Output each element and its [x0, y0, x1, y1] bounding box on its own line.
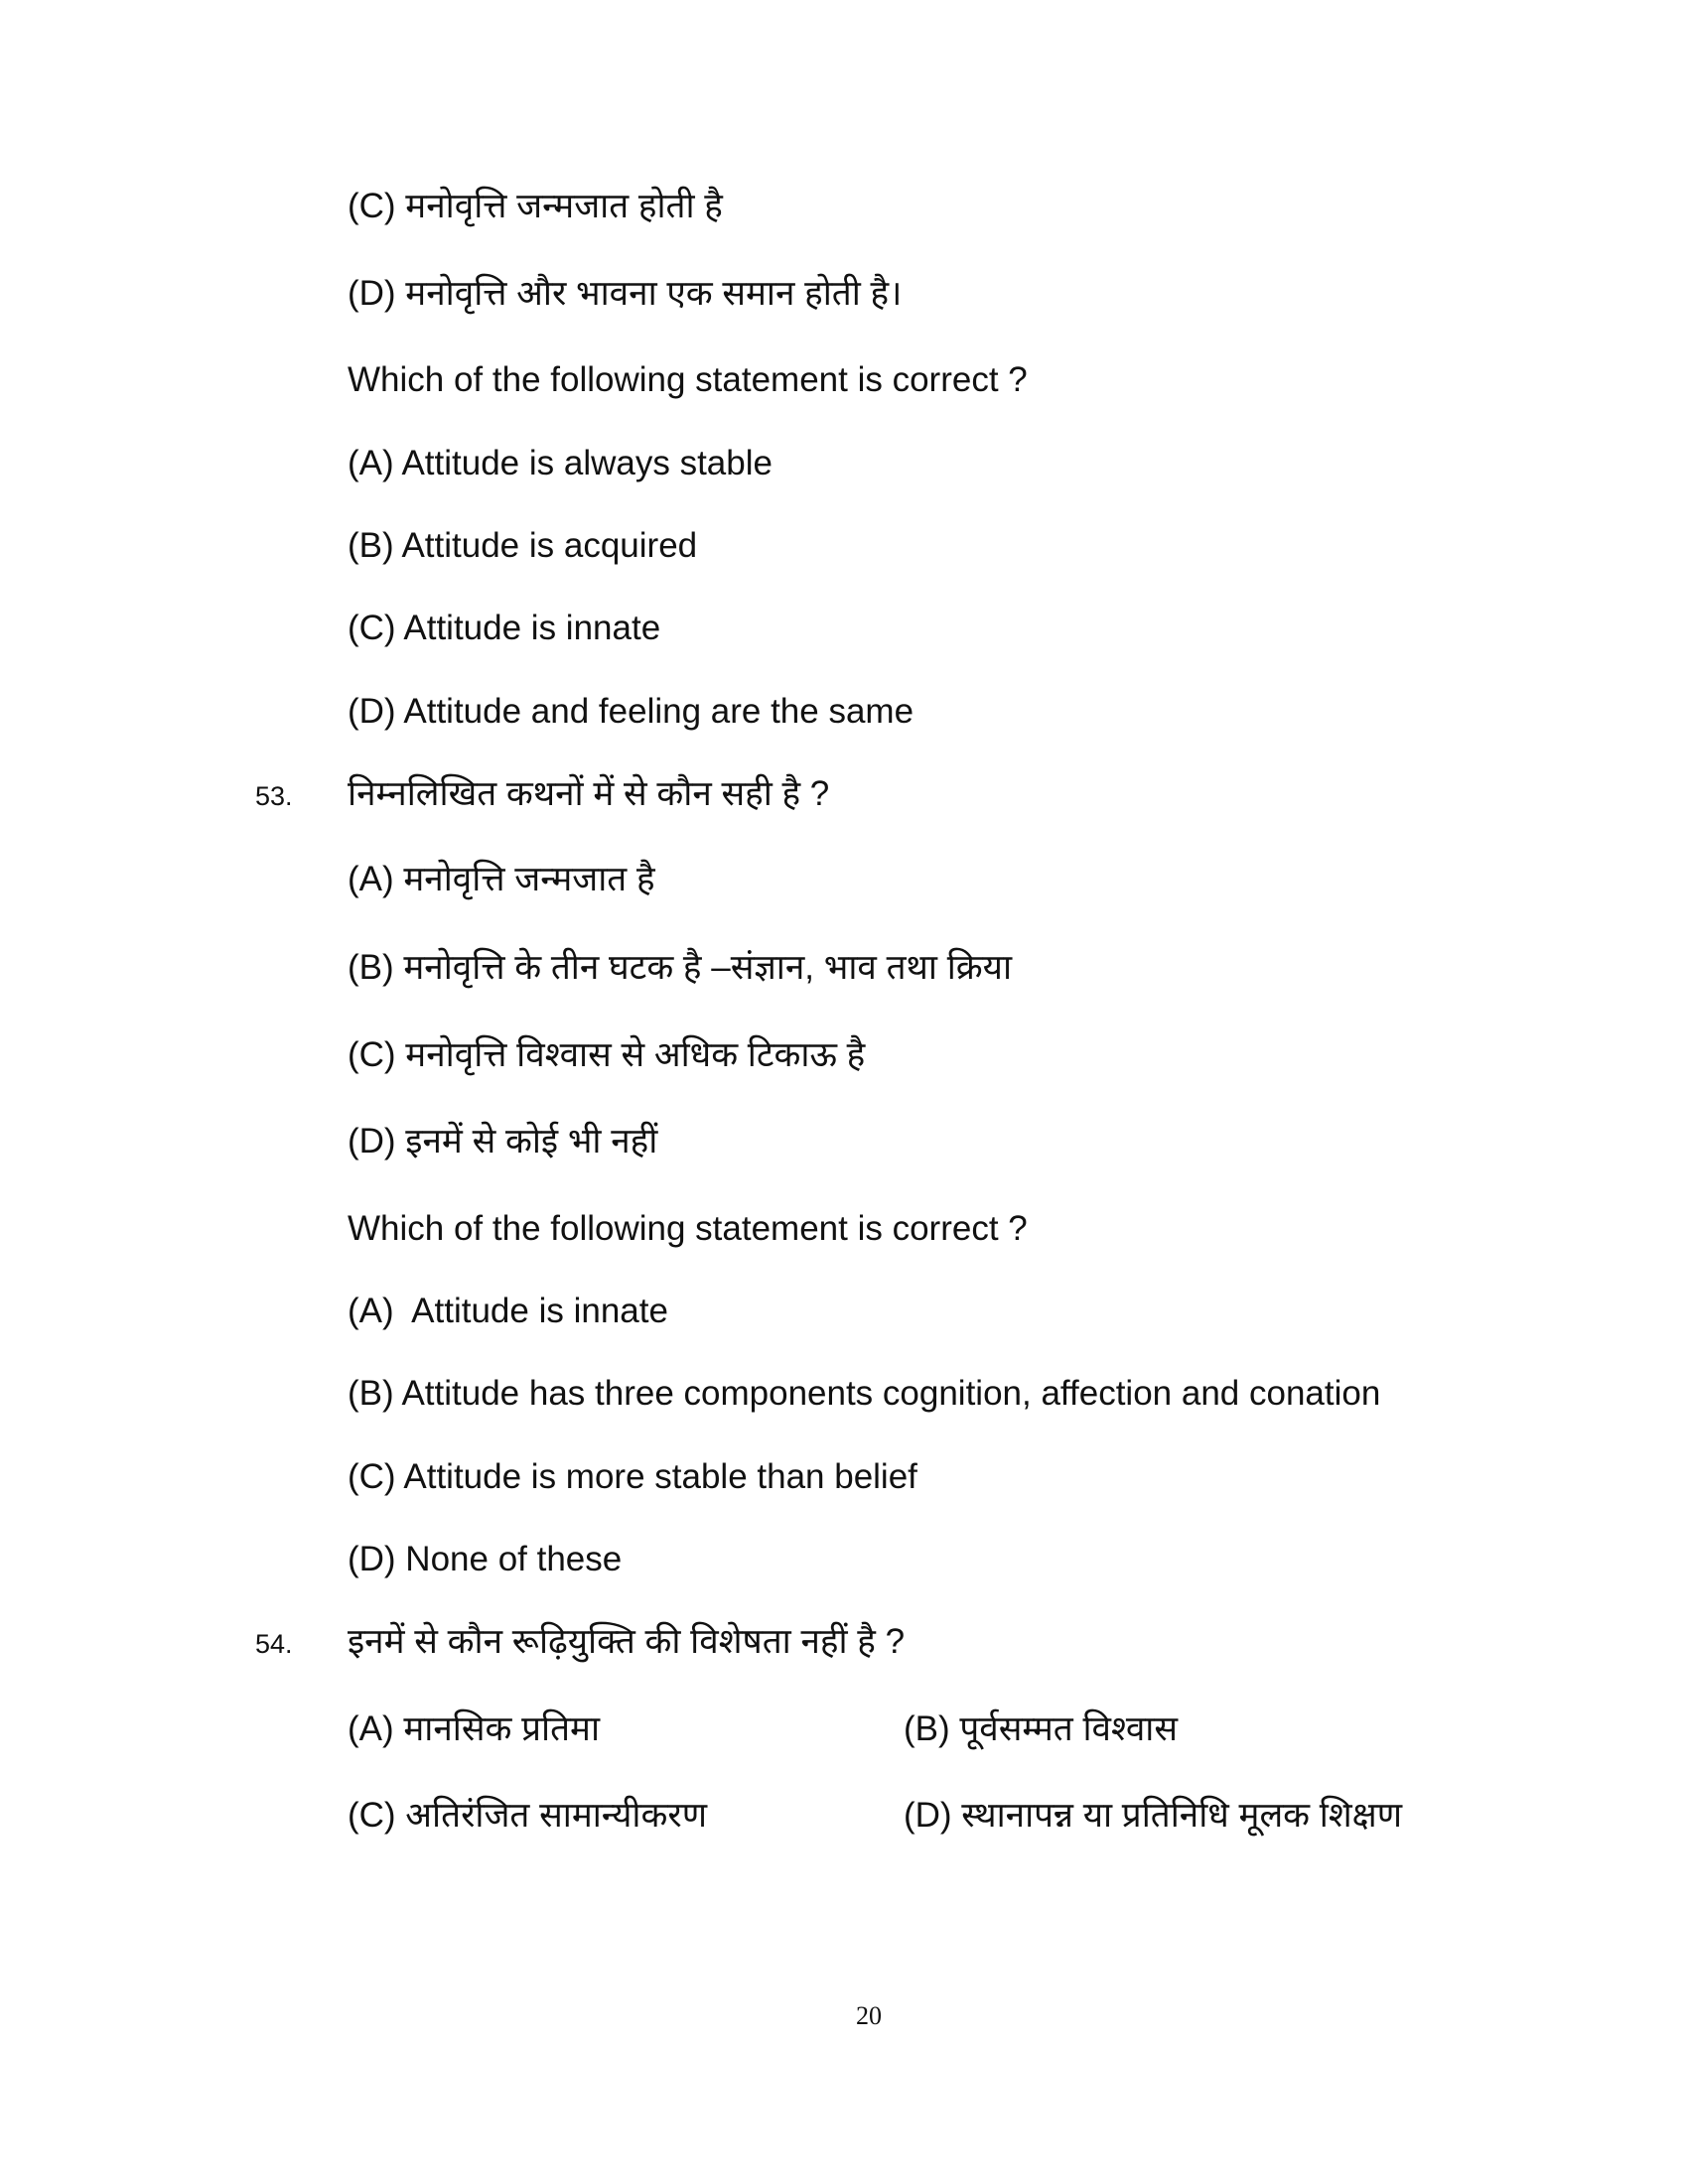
- option-b-english: (B) Attitude is acquired: [348, 526, 698, 565]
- q53-option-b-english: (B) Attitude has three components cognition, affection and conation: [348, 1374, 1381, 1413]
- question-number-53: 53.: [255, 781, 293, 811]
- q54-option-a: (A) मानसिक प्रतिमा: [348, 1709, 601, 1748]
- page-number: 20: [856, 2001, 882, 2030]
- option-d-english: (D) Attitude and feeling are the same: [348, 692, 914, 731]
- q53-option-c-english: (C) Attitude is more stable than belief: [348, 1457, 917, 1496]
- q53-option-a-hindi: (A) मनोवृत्ति जन्मजात है: [348, 860, 655, 898]
- option-c-hindi: (C) मनोवृत्ति जन्मजात होती है: [348, 187, 723, 225]
- question-number-54: 54.: [255, 1629, 293, 1659]
- option-a-english: (A) Attitude is always stable: [348, 444, 773, 482]
- q53-question-hindi: निम्नलिखित कथनों में से कौन सही है ?: [348, 774, 830, 813]
- q54-question-hindi: इनमें से कौन रूढ़ियुक्ति की विशेषता नहीं है ?: [348, 1622, 906, 1661]
- q53-question-english: Which of the following statement is correct ?: [348, 1209, 1028, 1248]
- option-d-hindi: (D) मनोवृत्ति और भावना एक समान होती है।: [348, 274, 903, 313]
- q54-option-b: (B) पूर्वसम्मत विश्वास: [904, 1709, 1179, 1748]
- q53-option-d-hindi: (D) इनमें से कोई भी नहीं: [348, 1122, 658, 1160]
- option-c-english: (C) Attitude is innate: [348, 609, 661, 647]
- q53-option-b-hindi: (B) मनोवृत्ति के तीन घटक है –संज्ञान, भाव तथा क्रिया: [348, 948, 1013, 987]
- q54-option-c: (C) अतिरंजित सामान्यीकरण: [348, 1796, 708, 1835]
- q53-option-d-english: (D) None of these: [348, 1540, 623, 1578]
- question-english: Which of the following statement is correct ?: [348, 360, 1028, 399]
- q53-option-c-hindi: (C) मनोवृत्ति विश्वास से अधिक टिकाऊ है: [348, 1035, 866, 1074]
- q53-option-a-english: (A) Attitude is innate: [348, 1292, 668, 1330]
- q54-option-d: (D) स्थानापन्न या प्रतिनिधि मूलक शिक्षण: [904, 1796, 1403, 1835]
